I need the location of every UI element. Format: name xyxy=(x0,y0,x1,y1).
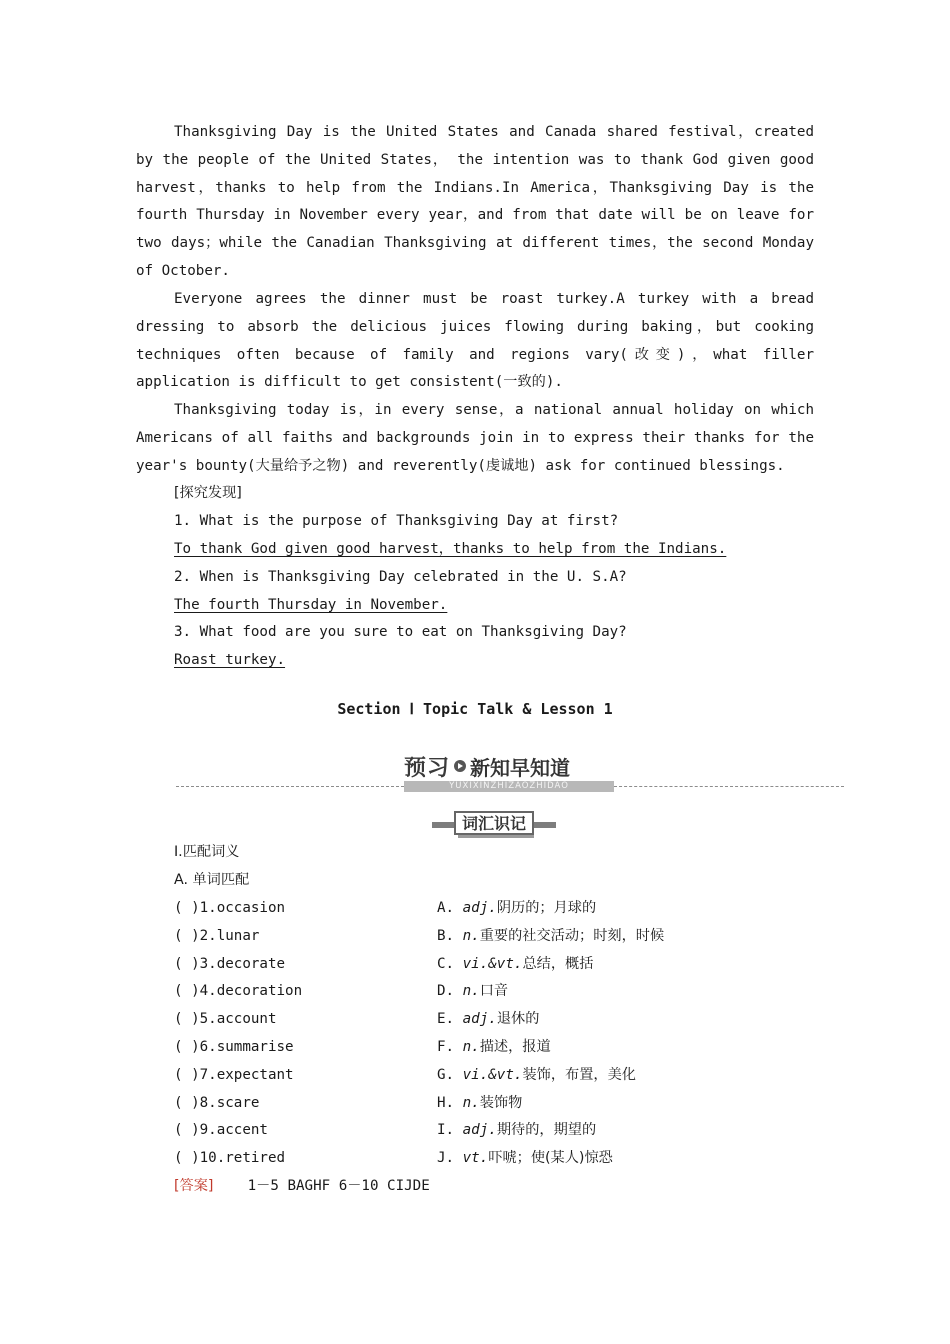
explore-heading: [探究发现] xyxy=(174,485,242,501)
word-item: ( )5.account xyxy=(174,1011,277,1028)
meaning-pos: adj. xyxy=(462,900,497,916)
meaning-pos: adj. xyxy=(462,1122,497,1139)
meaning-text: 装饰，布置，美化 xyxy=(522,1066,636,1083)
answer-2: The fourth Thursday in November. xyxy=(174,597,448,613)
meaning-item xyxy=(437,981,508,1001)
meaning-letter: A. xyxy=(437,900,455,916)
section-title: Section Ⅰ Topic Talk & Lesson 1 xyxy=(337,700,613,718)
word-item: ( )4.decoration xyxy=(174,983,303,1000)
word-item: ( )8.scare xyxy=(174,1094,260,1111)
meaning-letter: C. xyxy=(437,955,455,972)
meaning-text: 期待的，期望的 xyxy=(496,1122,597,1139)
word-item: ( )10.retired xyxy=(174,1150,286,1167)
preview-banner xyxy=(404,752,614,792)
question-3: 3. What food are you sure to eat on Thanksgiving Day? xyxy=(174,624,627,640)
vocab-label: 词汇识记 xyxy=(454,811,534,835)
banner-pinyin: YUXIXINZHIZAOZHIDAO xyxy=(404,781,614,792)
meaning-pos: n. xyxy=(462,983,480,1000)
meaning-pos: vi.&vt. xyxy=(462,1066,523,1083)
divider-right xyxy=(614,786,844,787)
passage-paragraph-1: Thanksgiving Day is the United States and Canada shared festival，created by the people of the United States， the intention was to thank God given good harvest，thanks to help from the Indians.In America，Thanksgiving Day is the fourth Thursday in November every year，and from that date will be on leave for two days；while the Canadian Thanksgiving at different times，the second Monday of October. xyxy=(136,124,814,279)
banner-title-rest: 新知早知道 xyxy=(470,755,571,780)
meaning-item xyxy=(437,898,596,918)
answer-1: To thank God given good harvest，thanks to help from the Indians. xyxy=(174,541,727,557)
meaning-letter: E. xyxy=(437,1011,455,1028)
meaning-text: 口音 xyxy=(479,983,509,1000)
word-item: ( )2.lunar xyxy=(174,927,260,944)
meaning-text: 阴历的；月球的 xyxy=(496,900,597,916)
word-item: ( )3.decorate xyxy=(174,955,286,972)
arrow-icon xyxy=(454,760,466,772)
word-item: ( )6.summarise xyxy=(174,1039,294,1055)
meaning-text: 装饰物 xyxy=(479,1094,523,1111)
passage-paragraph-3: Thanksgiving today is，in every sense，a national annual holiday on which Americans of all faiths and backgrounds join in to express their thanks for the year's bounty(大量给予之物) and reverently(虔诚地) ask for continued blessings. xyxy=(136,402,814,474)
answer-tag: [答案] xyxy=(174,1178,214,1194)
meaning-pos: vi.&vt. xyxy=(462,955,523,972)
meaning-item xyxy=(437,954,593,974)
meaning-text: 吓唬；使(某人)惊恐 xyxy=(488,1150,613,1167)
passage-paragraph-2: Everyone agrees the dinner must be roast turkey.A turkey with a bread dressing to absorb the delicious juices flowing during baking，but cooking techniques often because of family and regions vary(改变)，what filler application is difficult to get consistent(一致的). xyxy=(136,291,814,391)
word-item: ( )1.occasion xyxy=(174,900,286,916)
meaning-item xyxy=(437,1065,636,1085)
meaning-item xyxy=(437,1093,522,1113)
meaning-text: 重要的社交活动；时刻，时候 xyxy=(479,927,665,944)
part1-heading: Ⅰ.匹配词义 xyxy=(174,844,240,860)
meaning-text: 总结，概括 xyxy=(522,955,594,972)
meaning-letter: I. xyxy=(437,1122,455,1139)
question-2: 2. When is Thanksgiving Day celebrated in the U. S.A? xyxy=(174,569,627,585)
answer-text: 1－5 BAGHF 6－10 CIJDE xyxy=(247,1178,430,1194)
banner-title-main: 预习 xyxy=(404,755,451,781)
answer-key xyxy=(174,1176,430,1196)
meaning-letter: D. xyxy=(437,983,455,1000)
answer-3: Roast turkey. xyxy=(174,652,286,668)
meaning-item xyxy=(437,1148,613,1168)
meaning-pos: n. xyxy=(462,1094,480,1111)
meaning-pos: n. xyxy=(462,927,480,944)
meaning-pos: vt. xyxy=(462,1150,489,1167)
meaning-pos: adj. xyxy=(462,1011,497,1028)
meaning-pos: n. xyxy=(462,1039,480,1055)
question-1: 1. What is the purpose of Thanksgiving Day at first? xyxy=(174,513,619,529)
word-item: ( )9.accent xyxy=(174,1122,268,1139)
meaning-letter: G. xyxy=(437,1066,455,1083)
meaning-item xyxy=(437,1120,596,1140)
vocab-label-box xyxy=(432,810,556,836)
word-item: ( )7.expectant xyxy=(174,1066,294,1083)
meaning-letter: B. xyxy=(437,927,455,944)
meaning-item xyxy=(437,1037,551,1057)
meaning-letter: H. xyxy=(437,1094,455,1111)
meaning-item xyxy=(437,1009,539,1029)
meaning-letter: J. xyxy=(437,1150,455,1167)
meaning-letter: F. xyxy=(437,1039,455,1055)
divider-left xyxy=(176,786,404,787)
meaning-text: 描述，报道 xyxy=(479,1039,551,1055)
meaning-item xyxy=(437,926,664,946)
meaning-text: 退休的 xyxy=(496,1011,540,1028)
part1-subheading: A. 单词匹配 xyxy=(174,872,250,888)
